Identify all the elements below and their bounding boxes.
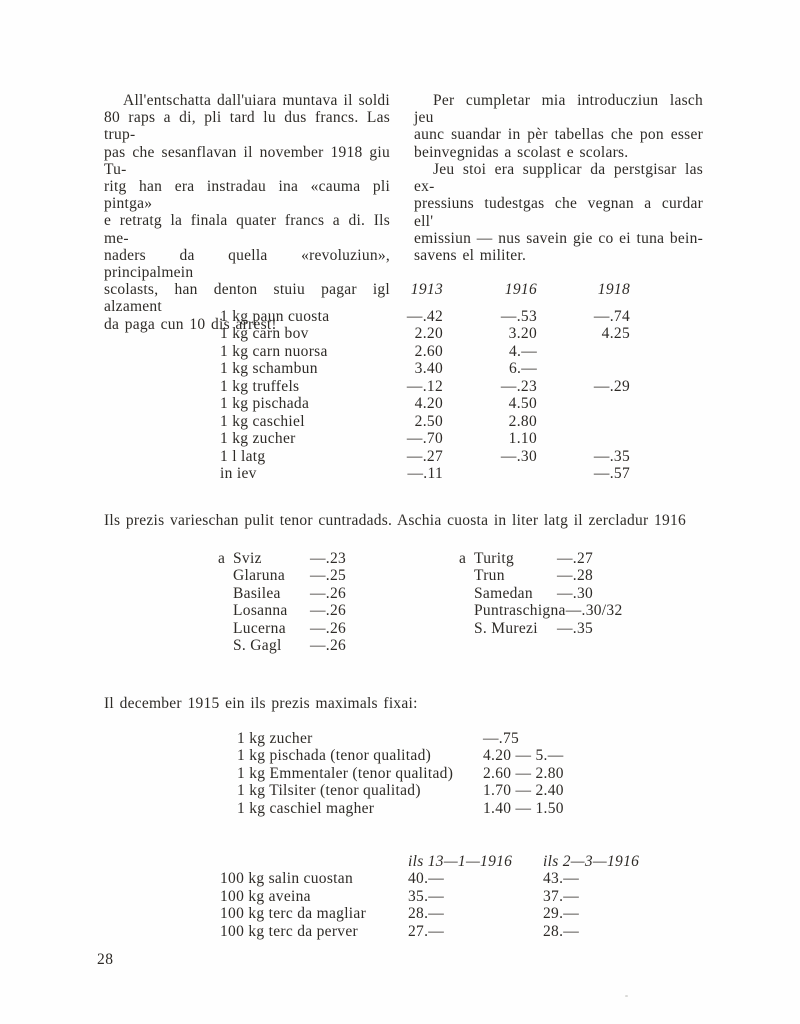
list-item (218, 550, 418, 567)
list-item (218, 567, 418, 584)
value-1918: —.74 (593, 307, 630, 325)
row-label: 1 kg zucher (220, 430, 296, 447)
row-price: 2.60 — 2.80 (483, 764, 564, 782)
value-1913: —.42 (406, 307, 443, 325)
value-1916: 4.— (508, 342, 537, 360)
col-header-date-1: ils 13—1—1916 (408, 853, 513, 870)
value-1918 (537, 360, 630, 378)
grain-table (220, 853, 660, 940)
value-1918 (537, 430, 630, 448)
place-name: Basilea (233, 584, 281, 602)
value-1918: 4.25 (601, 325, 630, 342)
place-name: Losanna (233, 602, 288, 620)
value-date-2: 28.— (543, 922, 580, 940)
table-row (237, 782, 657, 799)
table-row (220, 395, 630, 413)
row-price: 4.20 — 5.— (483, 747, 564, 765)
value-1916: 3.20 (508, 325, 537, 342)
list-item (459, 585, 679, 602)
value-1918: —.29 (593, 377, 630, 395)
col-header-1918: 1918 (597, 281, 630, 298)
intro-left-paragraph: All'entschatta dall'uiara muntava il soldi 80 raps a di, pli tard lu dus francs. Las trup- pas che sesanflavan il november 1918 giu Tu- ritg han era instradau ina «cauma pli pintga» e retratg la finala quater francs a di. Ils me- naders da quella «revoluziun», principalmein scolasts, han denton stuiu pagar igl alzament da paga cun 10 dis arrest! (104, 92, 390, 333)
value-1913: 3.40 (414, 360, 443, 377)
place-name: Trun (474, 567, 505, 585)
list-item (218, 602, 418, 619)
place-price: —.23 (310, 550, 347, 567)
list-item (218, 620, 418, 637)
col-header-1916: 1916 (504, 281, 537, 298)
place-price: —.30 (557, 584, 594, 602)
list-item (459, 602, 679, 619)
place-name: S. Gagl (233, 636, 282, 654)
row-label: 1 kg caschiel (220, 412, 305, 430)
row-label: 100 kg aveina (220, 887, 311, 905)
place-price: —.26 (310, 602, 347, 620)
value-1918: —.57 (593, 465, 630, 482)
row-label: 1 l latg (220, 447, 266, 465)
value-1913: —.11 (407, 465, 443, 482)
value-1913: —.12 (406, 377, 443, 395)
list-item (218, 637, 418, 654)
place-price: —.26 (310, 636, 347, 654)
table-row (220, 325, 630, 343)
place-name: Sviz (233, 550, 262, 567)
place-name: Puntraschigna (474, 602, 566, 620)
value-date-2: 43.— (543, 870, 580, 888)
list-item (218, 585, 418, 602)
row-label: 1 kg zucher (237, 730, 313, 747)
value-date-2: 37.— (543, 887, 580, 905)
value-1913: —.27 (406, 447, 443, 465)
row-price: —.75 (483, 730, 520, 747)
row-label: 1 kg pischada (220, 395, 310, 412)
value-1913: —.70 (406, 430, 443, 447)
table-row (220, 360, 630, 378)
table-row (237, 747, 657, 764)
value-1918: —.35 (593, 447, 630, 465)
value-1913: 2.50 (414, 412, 443, 430)
milk-prices-left (218, 550, 418, 654)
table-row (220, 378, 630, 396)
value-1916: 4.50 (508, 395, 537, 412)
value-1918 (537, 413, 630, 431)
prefix: a (218, 550, 226, 567)
table-row (220, 308, 630, 326)
value-1916: —.30 (500, 447, 537, 465)
value-1916: 1.10 (508, 430, 537, 447)
place-price: —.27 (557, 550, 594, 567)
place-name: Samedan (474, 584, 533, 602)
place-name: Lucerna (233, 619, 286, 637)
place-price: —.35 (557, 619, 594, 637)
table-row (237, 800, 657, 817)
value-date-1: 28.— (408, 905, 445, 923)
col-header-date-2: ils 2—3—1916 (543, 853, 640, 870)
row-label: 1 kg caschiel magher (237, 799, 375, 817)
grain-table-header (220, 853, 660, 870)
value-1916 (443, 465, 537, 483)
value-1913: 2.20 (414, 325, 443, 342)
value-date-1: 27.— (408, 922, 445, 940)
table-row (220, 343, 630, 361)
milk-note: Ils prezis varieschan pulit tenor cuntradads. Aschia cuosta in liter latg il zercladur 1916 (104, 512, 686, 529)
list-item (459, 620, 679, 637)
value-1913: 4.20 (414, 395, 443, 412)
row-label: 1 kg Emmentaler (tenor qualitad) (237, 764, 454, 782)
table-row (220, 870, 660, 887)
table-row (220, 413, 630, 431)
milk-prices-right (459, 550, 679, 637)
row-label: 100 kg terc da magliar (220, 905, 367, 923)
row-price: 1.40 — 1.50 (483, 799, 564, 817)
value-1918 (537, 395, 630, 413)
table-row (220, 923, 660, 940)
value-date-2: 29.— (543, 905, 580, 923)
page-number: 28 (97, 951, 114, 968)
row-label: 1 kg pischada (tenor qualitad) (237, 747, 432, 765)
table-row (237, 765, 657, 782)
value-1913: 2.60 (414, 342, 443, 360)
value-date-1: 40.— (408, 870, 445, 888)
list-item (459, 550, 679, 567)
table-row (237, 730, 657, 747)
row-label: 1 kg carn bov (220, 325, 309, 342)
prefix: a (459, 550, 467, 567)
row-label: 1 kg truffels (220, 377, 300, 395)
row-label: 1 kg Tilsiter (tenor qualitad) (237, 782, 421, 800)
place-name: Turitg (474, 550, 514, 567)
max-prices-note: Il december 1915 ein ils prezis maximals fixai: (104, 695, 418, 712)
row-label: 1 kg carn nuorsa (220, 342, 328, 360)
col-header-1913: 1913 (410, 281, 443, 298)
scan-speck (625, 995, 628, 997)
value-1916: —.23 (500, 377, 537, 395)
row-label: 1 kg schambun (220, 360, 318, 377)
place-price: —.26 (310, 584, 347, 602)
table-row (220, 905, 660, 922)
list-item (459, 567, 679, 584)
place-name: S. Murezi (474, 619, 538, 637)
table-row (220, 448, 630, 466)
value-1916: —.53 (500, 307, 537, 325)
row-label: in iev (220, 465, 257, 482)
row-label: 100 kg salin cuostan (220, 870, 353, 888)
max-prices-table (237, 730, 657, 817)
place-price: —.25 (310, 567, 347, 585)
value-1916: 2.80 (508, 412, 537, 430)
row-price: 1.70 — 2.40 (483, 782, 564, 800)
table-row (220, 465, 630, 483)
price-table-header (220, 281, 630, 299)
place-price: —.30/32 (565, 602, 623, 620)
row-label: 100 kg terc da perver (220, 922, 358, 940)
intro-right-paragraph-1: Per cumpletar mia introducziun lasch jeu aunc suandar in pèr tabellas che pon esser beinvegnidas a scolast e scolars. (414, 92, 703, 161)
intro-right-paragraph-2: Jeu stoi era supplicar da perstgisar las ex- pressiuns tudestgas che vegnan a curdar ell' emissiun — nus savein gie co ei tuna bein- savens el militer. (414, 161, 703, 265)
place-price: —.28 (557, 567, 594, 585)
value-1918 (537, 343, 630, 361)
value-date-1: 35.— (408, 887, 445, 905)
value-1916: 6.— (508, 360, 537, 377)
row-label: 1 kg paun cuosta (220, 307, 330, 325)
table-row (220, 888, 660, 905)
table-row (220, 430, 630, 448)
price-table (220, 281, 630, 483)
place-price: —.26 (310, 619, 347, 637)
place-name: Glaruna (233, 567, 286, 585)
